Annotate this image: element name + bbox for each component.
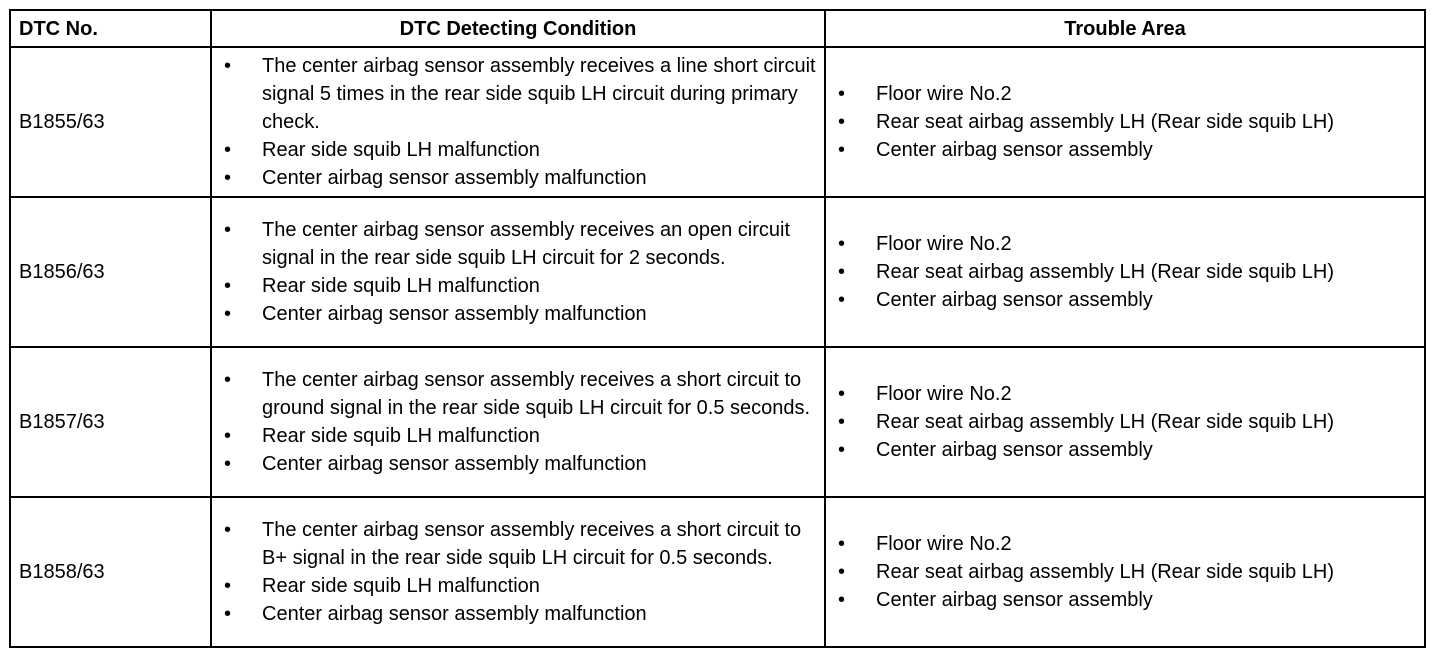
condition-item bbox=[212, 136, 824, 164]
condition-item bbox=[212, 164, 824, 192]
trouble-item-text: Floor wire No.2 bbox=[876, 233, 1012, 255]
condition-item bbox=[212, 450, 824, 478]
bullet-icon: • bbox=[838, 261, 846, 283]
condition-item bbox=[212, 572, 824, 600]
bullet-icon: • bbox=[838, 233, 846, 255]
condition-item-text: Rear side squib LH malfunction bbox=[262, 275, 540, 297]
table-row bbox=[10, 347, 1425, 497]
trouble-item-text: Center airbag sensor assembly bbox=[876, 289, 1153, 311]
dtc-table bbox=[9, 9, 1426, 648]
trouble-item bbox=[826, 436, 1424, 464]
bullet-icon: • bbox=[224, 303, 232, 325]
header-row bbox=[10, 10, 1425, 47]
condition-cell bbox=[211, 347, 825, 497]
bullet-icon: • bbox=[838, 411, 846, 433]
dtc-number-cell: B1857/63 bbox=[10, 347, 211, 497]
bullet-icon: • bbox=[224, 519, 232, 541]
trouble-item bbox=[826, 380, 1424, 408]
bullet-icon: • bbox=[224, 167, 232, 189]
condition-item-text: Center airbag sensor assembly malfunction bbox=[262, 303, 647, 325]
bullet-icon: • bbox=[224, 55, 232, 77]
condition-item-text: The center airbag sensor assembly receives a short circuit to ground signal in the rear side squib LH circuit for 0.5 seconds. bbox=[262, 369, 811, 419]
trouble-area-cell-list bbox=[826, 80, 1424, 164]
trouble-item-text: Rear seat airbag assembly LH (Rear side squib LH) bbox=[876, 411, 1334, 433]
trouble-area-cell bbox=[825, 47, 1425, 197]
condition-item bbox=[212, 216, 824, 272]
trouble-item-text: Rear seat airbag assembly LH (Rear side squib LH) bbox=[876, 561, 1334, 583]
condition-cell bbox=[211, 47, 825, 197]
dtc-number-cell: B1856/63 bbox=[10, 197, 211, 347]
bullet-icon: • bbox=[838, 289, 846, 311]
trouble-item bbox=[826, 286, 1424, 314]
condition-cell-list bbox=[212, 516, 824, 628]
trouble-item bbox=[826, 108, 1424, 136]
trouble-item bbox=[826, 80, 1424, 108]
trouble-item bbox=[826, 230, 1424, 258]
header-trouble-area: Trouble Area bbox=[825, 10, 1425, 47]
trouble-area-cell-list bbox=[826, 230, 1424, 314]
condition-item-text: Rear side squib LH malfunction bbox=[262, 575, 540, 597]
condition-item bbox=[212, 600, 824, 628]
condition-item-text: Rear side squib LH malfunction bbox=[262, 425, 540, 447]
bullet-icon: • bbox=[838, 383, 846, 405]
condition-item bbox=[212, 52, 824, 136]
header-condition: DTC Detecting Condition bbox=[211, 10, 825, 47]
trouble-item-text: Center airbag sensor assembly bbox=[876, 589, 1153, 611]
dtc-number-cell: B1858/63 bbox=[10, 497, 211, 647]
bullet-icon: • bbox=[224, 369, 232, 391]
condition-item-text: The center airbag sensor assembly receives an open circuit signal in the rear side squib LH circuit for 2 seconds. bbox=[262, 219, 791, 269]
condition-item bbox=[212, 516, 824, 572]
dtc-number-cell: B1855/63 bbox=[10, 47, 211, 197]
condition-cell-list bbox=[212, 216, 824, 328]
bullet-icon: • bbox=[224, 575, 232, 597]
table-row bbox=[10, 497, 1425, 647]
trouble-item bbox=[826, 136, 1424, 164]
trouble-item bbox=[826, 558, 1424, 586]
condition-cell bbox=[211, 197, 825, 347]
bullet-icon: • bbox=[224, 453, 232, 475]
condition-item-text: The center airbag sensor assembly receives a short circuit to B+ signal in the rear side squib LH circuit for 0.5 seconds. bbox=[262, 519, 802, 569]
condition-cell bbox=[211, 497, 825, 647]
bullet-icon: • bbox=[224, 425, 232, 447]
bullet-icon: • bbox=[838, 111, 846, 133]
condition-cell-list bbox=[212, 52, 824, 192]
trouble-item-text: Floor wire No.2 bbox=[876, 383, 1012, 405]
condition-item bbox=[212, 422, 824, 450]
trouble-area-cell bbox=[825, 197, 1425, 347]
condition-item-text: Center airbag sensor assembly malfunction bbox=[262, 167, 647, 189]
bullet-icon: • bbox=[838, 439, 846, 461]
trouble-item-text: Rear seat airbag assembly LH (Rear side squib LH) bbox=[876, 261, 1334, 283]
trouble-item-text: Center airbag sensor assembly bbox=[876, 139, 1153, 161]
trouble-item-text: Center airbag sensor assembly bbox=[876, 439, 1153, 461]
table-body bbox=[10, 47, 1425, 647]
bullet-icon: • bbox=[224, 603, 232, 625]
trouble-area-cell-list bbox=[826, 530, 1424, 614]
trouble-item-text: Rear seat airbag assembly LH (Rear side squib LH) bbox=[876, 111, 1334, 133]
condition-item bbox=[212, 300, 824, 328]
bullet-icon: • bbox=[224, 139, 232, 161]
condition-item bbox=[212, 272, 824, 300]
trouble-area-cell bbox=[825, 497, 1425, 647]
trouble-item bbox=[826, 530, 1424, 558]
table-row bbox=[10, 47, 1425, 197]
bullet-icon: • bbox=[838, 589, 846, 611]
trouble-item bbox=[826, 408, 1424, 436]
condition-item-text: The center airbag sensor assembly receives a line short circuit signal 5 times in the rear side squib LH circuit during primary check. bbox=[262, 55, 816, 133]
trouble-item bbox=[826, 586, 1424, 614]
trouble-item-text: Floor wire No.2 bbox=[876, 533, 1012, 555]
bullet-icon: • bbox=[838, 139, 846, 161]
condition-item-text: Center airbag sensor assembly malfunction bbox=[262, 603, 647, 625]
bullet-icon: • bbox=[224, 275, 232, 297]
table-row bbox=[10, 197, 1425, 347]
trouble-item-text: Floor wire No.2 bbox=[876, 83, 1012, 105]
condition-item-text: Rear side squib LH malfunction bbox=[262, 139, 540, 161]
bullet-icon: • bbox=[838, 533, 846, 555]
condition-item bbox=[212, 366, 824, 422]
condition-item-text: Center airbag sensor assembly malfunction bbox=[262, 453, 647, 475]
bullet-icon: • bbox=[838, 561, 846, 583]
trouble-item bbox=[826, 258, 1424, 286]
bullet-icon: • bbox=[224, 219, 232, 241]
trouble-area-cell bbox=[825, 347, 1425, 497]
header-dtc-no: DTC No. bbox=[10, 10, 211, 47]
bullet-icon: • bbox=[838, 83, 846, 105]
trouble-area-cell-list bbox=[826, 380, 1424, 464]
condition-cell-list bbox=[212, 366, 824, 478]
